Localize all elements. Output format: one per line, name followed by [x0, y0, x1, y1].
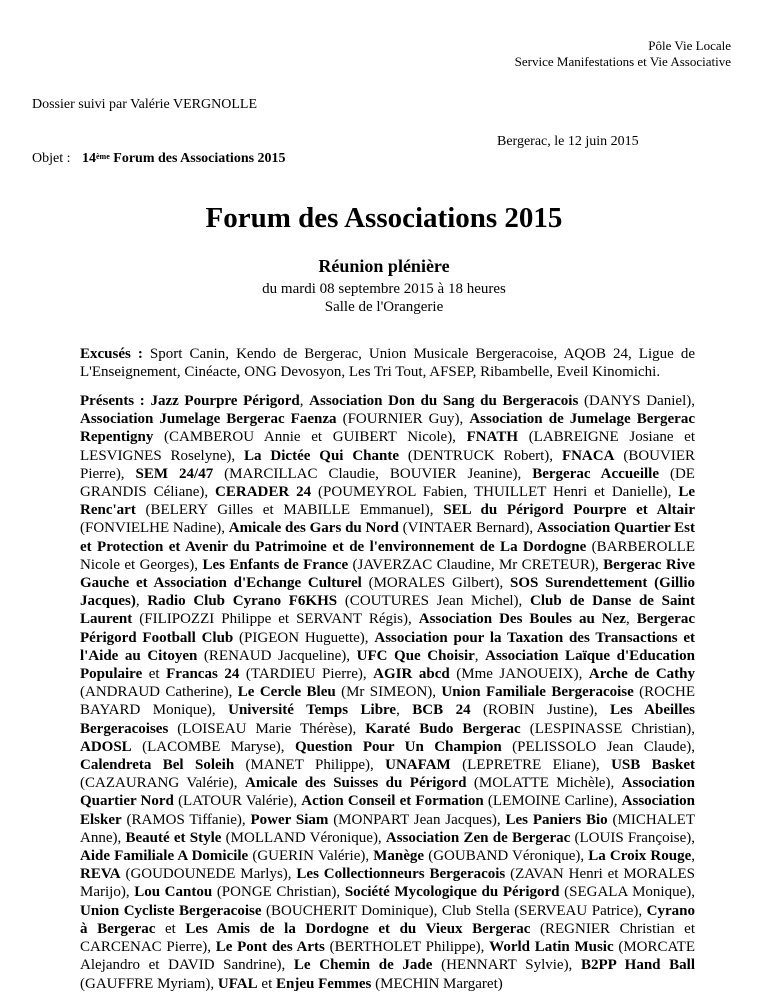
contact-text: (Mme JANOUEIX), — [449, 666, 589, 683]
association-name: Amicale des Suisses du Périgord — [245, 775, 467, 792]
contact-text: (PELISSOLO Jean Claude), — [501, 738, 695, 755]
association-name: Karaté Budo Bergerac — [365, 720, 521, 737]
association-name: Radio Club Cyrano F6KHS — [147, 593, 338, 610]
objet-label: Objet : — [32, 151, 71, 166]
association-name: Association Elsker — [80, 793, 695, 828]
contact-text: (LATOUR Valérie), — [173, 793, 302, 810]
association-name: B2PP Hand Ball — [580, 957, 696, 974]
contact-text: (LEMOINE Carline), — [483, 793, 622, 810]
contact-text: (LACOMBE Maryse), — [131, 738, 295, 755]
contact-text: (REGNIER Christian et CARCENAC Pierre), — [80, 920, 695, 956]
contact-text: (RAMOS Tiffanie), — [121, 811, 251, 828]
contact-text: (MORALES Gilbert), — [361, 575, 511, 592]
contact-text: (MANET Philippe), — [234, 757, 386, 774]
contact-text: (VINTAER Bernard), — [398, 520, 537, 537]
contact-text: (MONPART Jean Jacques), — [328, 811, 506, 828]
association-name: Lou Cantou — [134, 884, 213, 901]
contact-text: , — [691, 848, 695, 865]
association-name: Calendreta Bel Soleih — [80, 757, 235, 774]
contact-text: (TARDIEU Pierre), — [239, 666, 374, 683]
excuses-label: Excusés : — [80, 346, 143, 362]
association-name: Association pour la Taxation des Transactions et l'Aide au Citoyen — [80, 629, 695, 664]
contact-text: (BOUCHERIT Dominique), Club Stella (SERVEAU Patrice), — [261, 902, 647, 919]
association-name: Bergerac Accueille — [532, 465, 659, 482]
contact-text: et — [257, 975, 276, 992]
contact-text: (FILIPOZZI Philippe et SERVANT Régis), — [132, 611, 419, 628]
association-name: USB Basket — [611, 757, 695, 774]
association-name: Aide Familiale A Domicile — [80, 848, 249, 865]
association-name: Association Laïque d'Education Populaire — [80, 647, 696, 683]
association-name: AGIR abcd — [373, 666, 450, 683]
association-name: Présents : Jazz Pourpre Périgord — [80, 393, 300, 409]
association-name: Power Siam — [250, 811, 329, 828]
association-name: Association de Jumelage Bergerac Repentigny — [80, 411, 695, 446]
association-name: Les Abeilles Bergeracoises — [80, 702, 695, 737]
association-name: Société Mycologique du Périgord — [344, 884, 560, 901]
objet-text: Forum des Associations 2015 — [113, 151, 286, 166]
objet-line — [32, 150, 286, 167]
contact-text: (HENNART Sylvie), — [432, 957, 581, 974]
association-name: ADOSL — [80, 738, 132, 755]
association-name: La Dictée Qui Chante — [244, 447, 400, 464]
contact-text: (BERTHOLET Philippe), — [324, 939, 490, 956]
contact-text: (LEPRETRE Eliane), — [450, 757, 612, 774]
contact-text: (ROBIN Justine), — [470, 702, 611, 719]
association-name: Question Pour Un Champion — [294, 738, 502, 755]
contact-text: , — [299, 393, 310, 409]
contact-text: (CAMBEROU Annie et GUIBERT Nicole), — [153, 429, 467, 446]
contact-text: (Mr SIMEON), — [335, 684, 442, 701]
association-name: Association Des Boules au Nez — [418, 611, 626, 628]
page-title: Forum des Associations 2015 — [205, 202, 563, 234]
association-name: La Croix Rouge — [588, 848, 692, 865]
association-name: Association Jumelage Bergerac Faenza — [80, 411, 337, 428]
association-name: Les Paniers Bio — [505, 811, 608, 828]
association-name: CERADER 24 — [215, 484, 312, 501]
association-name: Association Don du Sang du Bergeracois — [309, 393, 579, 409]
contact-text: (LABREIGNE Josiane et LESVIGNES Roselyne), — [80, 429, 696, 464]
contact-text: (JAVERZAC Claudine, Mr CRETEUR), — [348, 556, 604, 573]
association-name: UNAFAM — [385, 757, 451, 774]
contact-text: , — [135, 593, 148, 610]
contact-text: , — [625, 611, 637, 628]
contact-text: (MOLLAND Véronique), — [221, 829, 386, 846]
contact-text: (ROCHE BAYARD Monique), — [80, 684, 695, 719]
contact-text: (DENTRUCK Robert), — [399, 447, 562, 464]
objet-number: 14 — [82, 151, 96, 166]
association-name: Association Zen de Bergerac — [385, 829, 571, 846]
association-name: Action Conseil et Formation — [301, 793, 484, 810]
contact-text: (MICHALET Anne), — [80, 811, 695, 846]
association-name: Francas 24 — [166, 666, 240, 683]
contact-text: (DANYS Daniel), — [578, 393, 695, 409]
contact-text: (GUERIN Valérie), — [248, 848, 374, 865]
contact-text: (GOUDOUNEDE Marlys), — [120, 866, 297, 883]
association-name: UFAL — [217, 975, 258, 992]
contact-text: (SEGALA Monique), — [559, 884, 695, 901]
contact-text: (MOLATTE Michèle), — [466, 775, 622, 792]
contact-text: (BARBEROLLE Nicole et Georges), — [80, 538, 695, 573]
contact-text: (ANDRAUD Catherine), — [80, 684, 238, 701]
association-name: Le Chemin de Jade — [293, 957, 433, 974]
association-name: Enjeu Femmes — [275, 975, 372, 992]
meeting-where: Salle de l'Orangerie — [324, 299, 444, 315]
association-name: Les Collectionneurs Bergeracois — [296, 866, 506, 883]
association-name: Le Renc'art — [80, 484, 695, 519]
page-subtitle: Réunion plénière — [318, 256, 450, 276]
contact-text: (LESPINASSE Christian), — [520, 720, 695, 737]
association-name: SOS Surendettement (Gillio Jacques) — [80, 575, 695, 610]
association-name: FNATH — [466, 429, 519, 446]
association-name: Association Quartier Est et Protection et Avenir du Patrimoine et de l'environnement de La Dordogne — [80, 520, 695, 555]
contact-text: (CAZAURANG Valérie), — [80, 775, 245, 792]
association-name: FNACA — [561, 447, 615, 464]
dossier-line: Dossier suivi par Valérie VERGNOLLE — [32, 97, 257, 112]
presents-paragraph — [80, 392, 695, 993]
contact-text: (POUMEYROL Fabien, THUILLET Henri et Danielle), — [311, 484, 679, 501]
association-name: World Latin Music — [489, 939, 614, 956]
header-line-service: Service Manifestations et Vie Associative — [514, 54, 731, 69]
association-name: Université Temps Libre — [228, 702, 397, 719]
association-name: SEL du Périgord Pourpre et Altair — [443, 502, 695, 519]
contact-text: (MORCATE Alejandro et DAVID Sandrine), — [80, 939, 696, 974]
association-name: Beauté et Style — [125, 829, 222, 846]
meeting-when: du mardi 08 septembre 2015 à 18 heures — [262, 281, 506, 297]
header-block — [515, 38, 731, 70]
contact-text: (MECHIN Margaret) — [371, 975, 503, 992]
excuses-text: Sport Canin, Kendo de Bergerac, Union Musicale Bergeracoise, AQOB 24, Ligue de L'Enseignement, Cinéacte, ONG Devosyon, Les Tri Tout, AFSEP, Ribambelle, Eveil Kinomichi. — [80, 346, 695, 381]
header-line-pole: Pôle Vie Locale — [648, 38, 731, 53]
association-name: REVA — [80, 866, 121, 883]
contact-text: , — [474, 647, 486, 664]
contact-text: (ZAVAN Henri et MORALES Marijo), — [80, 866, 695, 901]
contact-text: (COUTURES Jean Michel), — [337, 593, 530, 610]
contact-text: (GAUFFRE Myriam), — [80, 975, 218, 992]
association-name: UFC Que Choisir — [356, 647, 475, 664]
date-place: Bergerac, le 12 juin 2015 — [497, 134, 639, 149]
association-name: BCB 24 — [412, 702, 471, 719]
contact-text: (FONVIELHE Nadine), — [80, 520, 229, 537]
association-name: Bergerac Périgord Football Club — [80, 611, 695, 646]
association-name: Union Familiale Bergeracoise — [441, 684, 634, 701]
contact-text: (DE GRANDIS Céliane), — [80, 465, 695, 501]
association-name: Club de Danse de Saint Laurent — [80, 593, 695, 628]
association-name: Le Cercle Bleu — [237, 684, 336, 701]
association-name: Arche de Cathy — [588, 666, 696, 683]
contact-text: (MARCILLAC Claudie, BOUVIER Jeanine), — [213, 465, 533, 482]
association-name: Bergerac Rive Gauche et Association d'Echange Culturel — [80, 556, 696, 592]
contact-text: (LOISEAU Marie Thérèse), — [168, 720, 366, 737]
association-name: Amicale des Gars du Nord — [228, 520, 399, 537]
association-name: Union Cycliste Bergeracoise — [80, 902, 262, 919]
contact-text: , — [396, 702, 413, 719]
contact-text: (BELERY Gilles et MABILLE Emmanuel), — [135, 502, 444, 519]
contact-text: (GOUBAND Véronique), — [424, 848, 589, 865]
contact-text: (PONGE Christian), — [212, 884, 345, 901]
contact-text: (BOUVIER Pierre), — [80, 447, 695, 482]
association-name: Cyrano à Bergerac — [80, 902, 695, 937]
contact-text: (RENAUD Jacqueline), — [197, 647, 357, 664]
association-name: Manège — [373, 848, 425, 865]
association-name: Association Quartier Nord — [80, 775, 695, 810]
association-name: Les Enfants de France — [202, 556, 349, 573]
association-name: SEM 24/47 — [135, 465, 214, 482]
objet-sup: ème — [96, 152, 110, 161]
association-name: Le Pont des Arts — [215, 939, 325, 956]
contact-text: (LOUIS Françoise), — [570, 829, 695, 846]
excuses-paragraph — [80, 345, 695, 381]
contact-text: et — [142, 666, 167, 683]
contact-text: et — [155, 920, 186, 937]
association-name: Les Amis de la Dordogne et du Vieux Bergerac — [185, 920, 531, 937]
contact-text: (FOURNIER Guy), — [336, 411, 470, 428]
contact-text: (PIGEON Huguette), — [233, 629, 375, 646]
